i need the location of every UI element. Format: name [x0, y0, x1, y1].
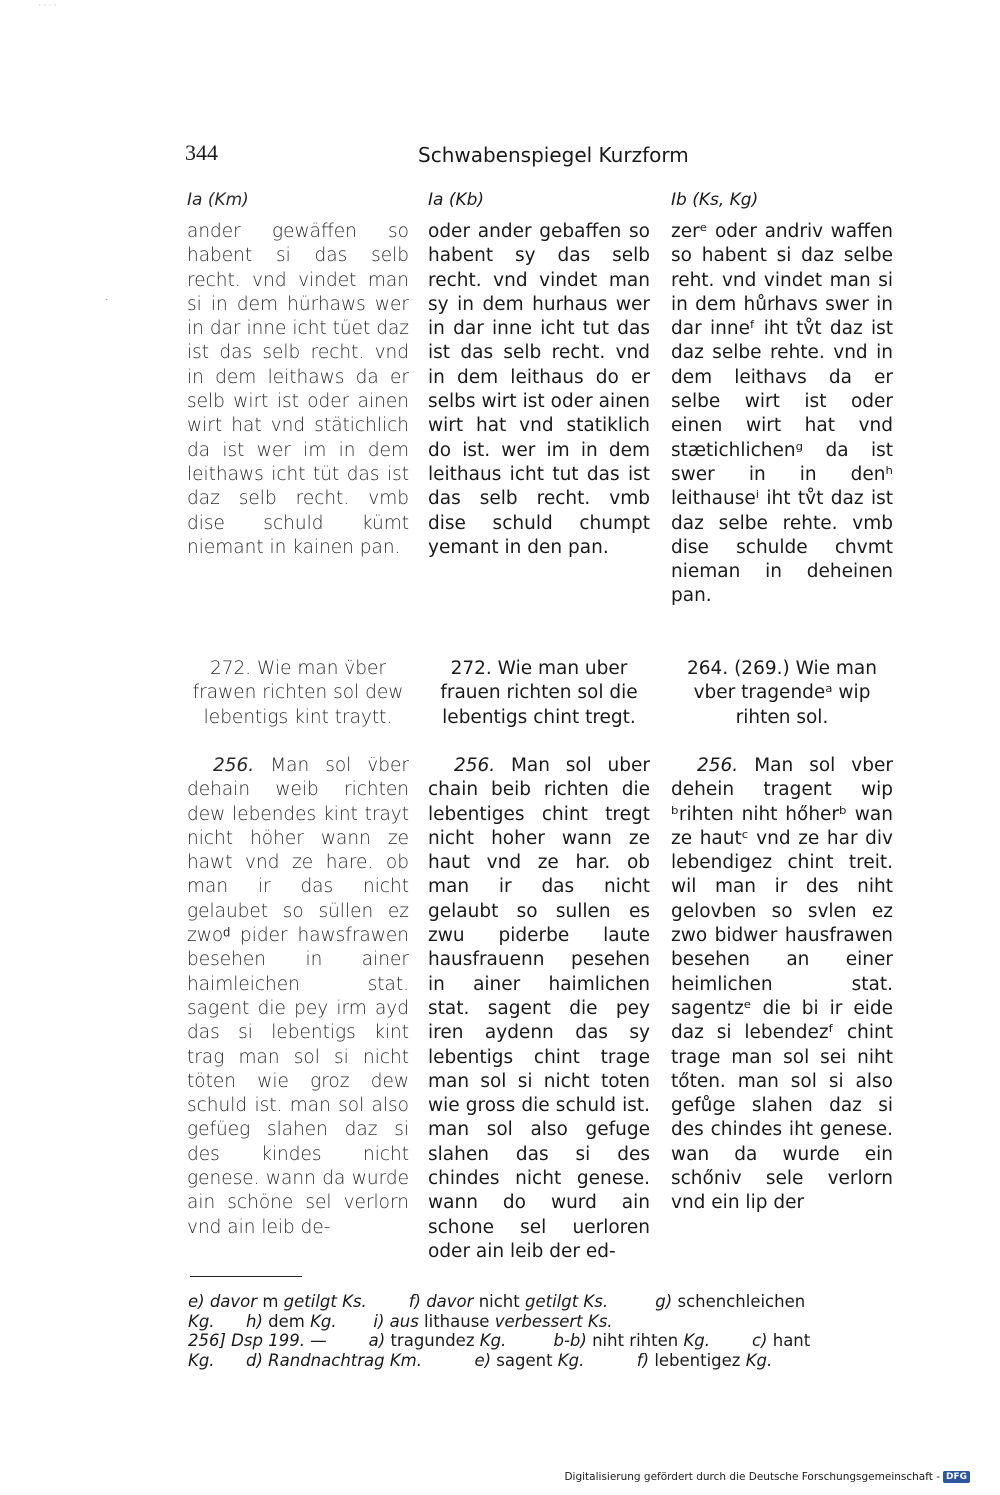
footnote-segment: nicht — [478, 1292, 520, 1311]
column-ia-kb — [428, 0, 650, 1280]
section-heading: 272. Wie man v̈ber frawen richten sol dew lebentigs kint traytt. — [192, 658, 404, 728]
footnote-segment: e) davor — [188, 1292, 263, 1311]
footnote-segment: Kg. — [188, 1311, 215, 1331]
footnote-segment: b-b) — [506, 1331, 593, 1350]
paragraph-continued: ander gewäffen so habent si das selb recht. vnd vindet man si in dem hürhaws wer in dar inne icht tüet daz ist das selb recht. vnd in dem leithaws da er selb wirt ist oder ainen wirt hat vnd stätichlich da ist wer im in dem leithaws icht tüt das ist daz selb recht. vmb dise schuld kümt niemant in kainen pan. — [187, 221, 409, 558]
footnote-line — [188, 1351, 908, 1371]
paragraph-continued: zerᵉ oder andriv waffen so habent si daz selbe reht. vnd vindet man si in dem hůrhavs swer in dar inneᶠ iht tv̊t daz ist daz selbe rehte. vnd in dem leithavs da er selbe wirt ist oder einen wirt hat vnd stætichlichenᵍ da ist swer in in denʰ leithauseⁱ iht tv̊t daz ist daz selbe rehte. vmb dise schulde chvmt nieman in deheinen pan. — [671, 221, 893, 607]
column-ia-km — [187, 0, 409, 1280]
footnote-segment: dem — [268, 1311, 305, 1331]
page-number: 344 — [185, 140, 218, 165]
footnote-segment: getilgt Ks. — [519, 1292, 609, 1311]
scan-mark: · · · · — [38, 0, 57, 10]
footnote-segment: Kg. — [304, 1311, 337, 1331]
footnote-segment: a) — [326, 1331, 391, 1350]
footnote-segment: tragundez — [390, 1331, 475, 1350]
paragraph-number: 256. — [697, 755, 739, 776]
digitization-credit — [564, 1471, 970, 1483]
footnote-segment: g) — [608, 1292, 678, 1311]
footnote-segment: Kg. — [678, 1331, 711, 1350]
section-heading: 272. Wie man uber frauen richten sol die lebentigs chint tregt. — [440, 658, 638, 728]
footnote-segment: f) davor — [366, 1292, 479, 1311]
footnote-segment: hant — [772, 1331, 811, 1350]
paragraph-text: Man sol vber dehein tragent wip ᵇrihten niht hőherᵇ wan ze hautᶜ vnd ze har div lebendigez chint treit. wil man ir des niht gelovben so svlen ez zwo bidwer hausfrawen besehen an einer heimlichen stat. sagentzᵉ die bi ir eide daz si lebendezᶠ chint trage man sol sei niht tőten. man sol si also gefůge slahen daz si des chindes iht genese. wan da wurde ein schőniv sele verlorn vnd ein lip der — [671, 755, 893, 1214]
footnote-line — [188, 1331, 908, 1351]
footnote-segment: getilgt Ks. — [278, 1292, 367, 1311]
paragraph-number: 256. — [454, 755, 496, 776]
paragraph-256 — [187, 754, 409, 1240]
footnote-segment: verbessert Ks. — [489, 1311, 613, 1331]
column-siglum: Ia (Km) — [187, 190, 249, 210]
paragraph-256 — [671, 754, 893, 1216]
footnote-segment: f) — [584, 1350, 655, 1370]
section-heading: 264. (269.) Wie man vber tragendeᵃ wip rihten sol. — [687, 658, 877, 728]
footnote-segment: c) — [710, 1331, 773, 1350]
footnote-segment: lebentigez — [654, 1350, 741, 1370]
footnote-line — [188, 1292, 908, 1312]
footnotes-section-e — [188, 1292, 908, 1331]
running-title: Schwabenspiegel Kurzform — [418, 143, 689, 167]
paragraph-continued: oder ander gebaffen so habent sy das selb recht. vnd vindet man sy in dem hurhaus wer in dar inne icht tut das ist das selb recht. vnd in dem leithaus do er selbs wirt ist oder ainen wirt hat vnd statiklich do ist. wer im in dem leithaus icht tut das ist das selb recht. vmb dise schuld chumpt yemant in den pan. — [428, 221, 650, 558]
paragraph-256 — [428, 754, 650, 1264]
footnote-segment: schenchleichen — [677, 1292, 806, 1311]
footnote-line — [188, 1312, 908, 1332]
paragraph-number: 256. — [213, 755, 255, 776]
scan-speck: · — [105, 295, 109, 306]
footnotes-section-256 — [188, 1331, 908, 1370]
footnote-segment: Kg. — [188, 1350, 215, 1370]
footnote-segment: niht rihten — [592, 1331, 679, 1350]
footnote-segment: 256] Dsp 199. — — [188, 1331, 327, 1350]
footnote-rule — [190, 1276, 302, 1277]
footnote-segment: sagent — [496, 1350, 553, 1370]
footnote-segment: i) aus — [336, 1311, 425, 1331]
dfg-logo: DFG — [943, 1471, 970, 1483]
footnote-segment: d) Randnachtrag Km. — [214, 1350, 422, 1370]
column-ib-ks-kg — [671, 0, 893, 1280]
footnote-segment: m — [262, 1292, 279, 1311]
footnote-segment: lithause — [424, 1311, 490, 1331]
column-siglum: Ib (Ks, Kg) — [671, 190, 759, 210]
footnote-segment: h) — [214, 1311, 269, 1331]
digitization-text: Digitalisierung gefördert durch die Deutsche Forschungsgemeinschaft - — [564, 1471, 940, 1483]
footnote-segment: Kg. — [552, 1350, 585, 1370]
footnote-segment: e) — [422, 1350, 497, 1370]
footnote-segment: Kg. — [474, 1331, 507, 1350]
paragraph-text: Man sol uber chain beib richten die lebentiges chint tregt nicht hoher wann ze haut vnd ze har. ob man ir das nicht gelaubt so sullen es zwu piderbe laute hausfrauenn pesehen in ainer haimlichen stat. sagent die pey iren aydenn das sy lebentigs chint trage man sol si nicht toten wie gross die schuld ist. man sol also gefuge slahen das si des chindes nicht genese. wann do wurd ain schone sel uerloren oder ain leib der ed- — [428, 755, 650, 1262]
footnote-segment: Kg. — [740, 1350, 773, 1370]
column-siglum: Ia (Kb) — [428, 190, 485, 210]
paragraph-text: Man sol v̈ber dehain weib richten dew lebendes kint trayt nicht höher wann ze hawt vnd ze hare. ob man ir das nicht gelaubet so süllen ez zwoᵈ pider hawsfrawen besehen in ainer haimleichen stat. sagent die pey irm ayd das si lebentigs kint trag man sol si nicht töten wie groz dew schuld ist. man sol also gefüeg slahen daz si des kindes nicht genese. wann da wurde ain schöne sel verlorn vnd ain leib de- — [187, 755, 409, 1238]
